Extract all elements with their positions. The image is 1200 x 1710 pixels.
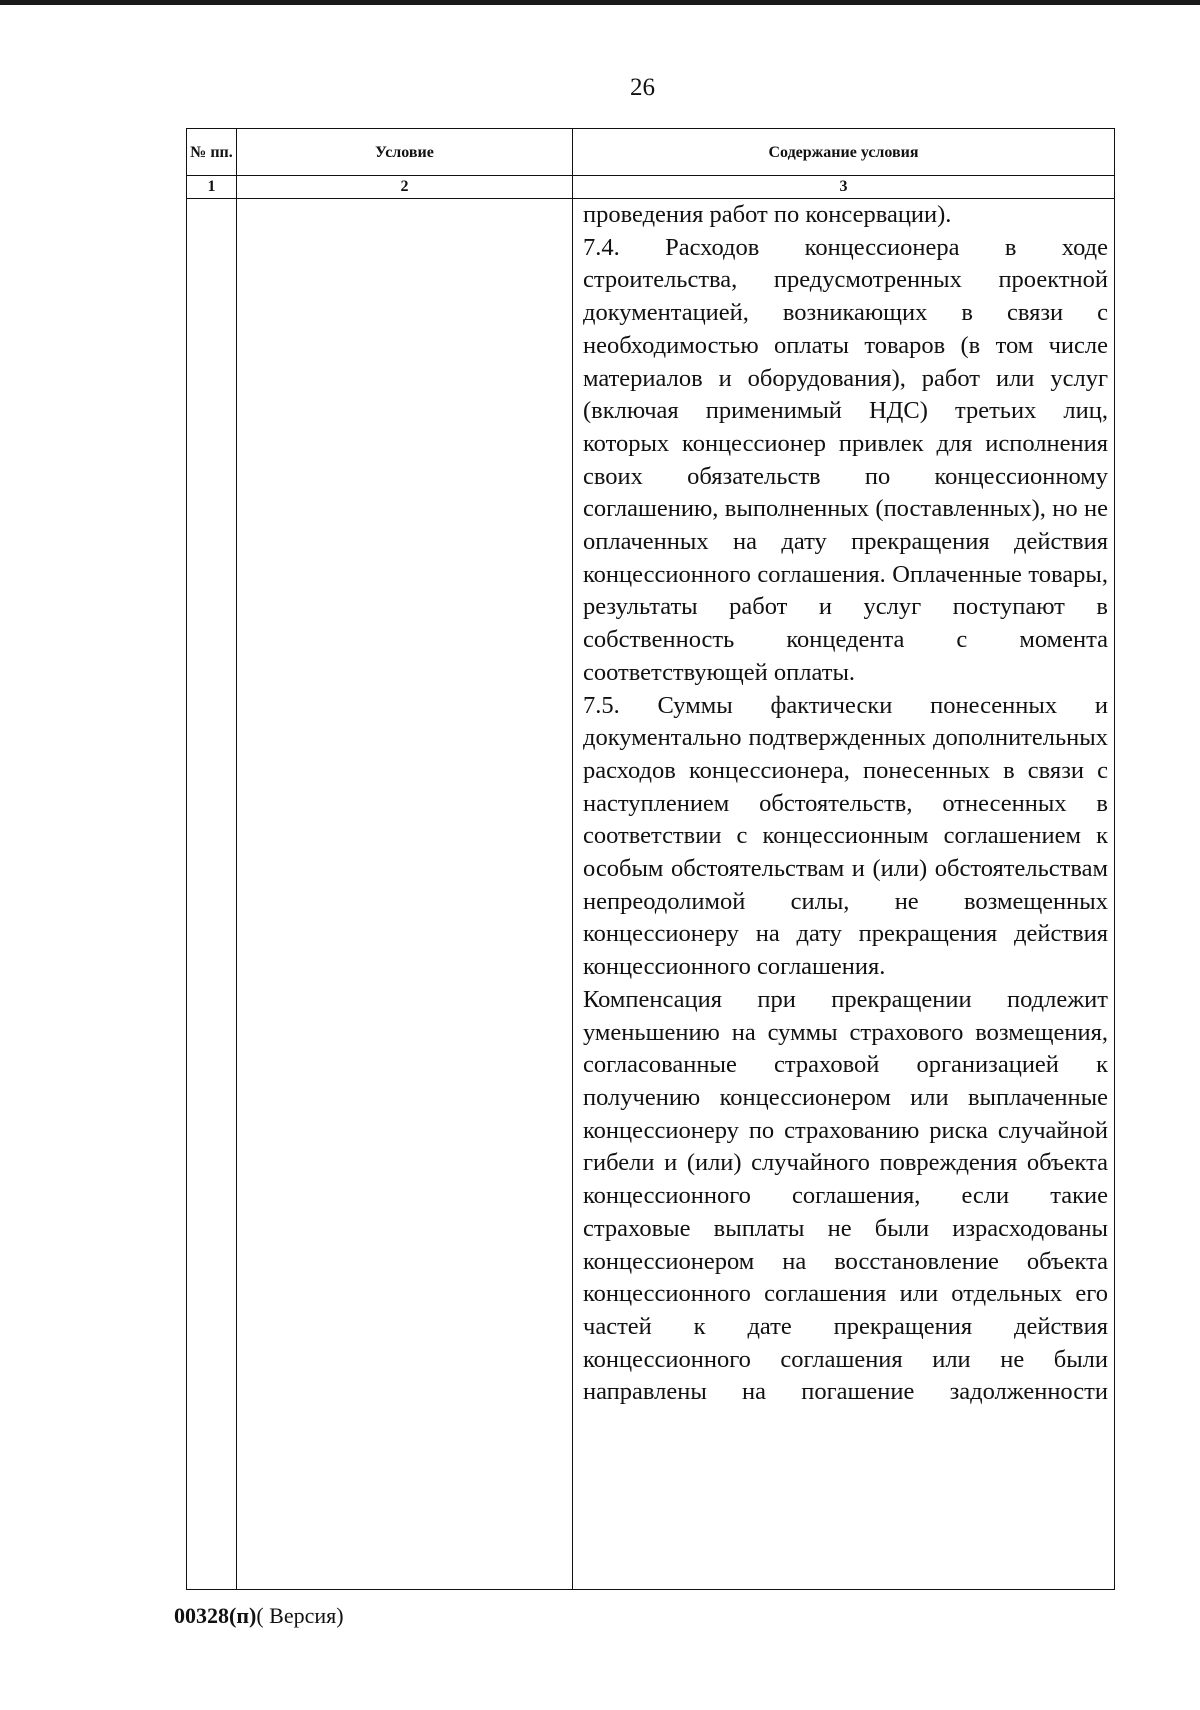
row-number-cell bbox=[187, 199, 237, 1590]
row-content-cell bbox=[573, 199, 1115, 1590]
row-condition-cell bbox=[237, 199, 573, 1590]
conditions-table bbox=[186, 128, 1115, 1590]
column-number-1: 1 bbox=[187, 176, 237, 199]
column-number-row bbox=[187, 176, 1115, 199]
column-number-3: 3 bbox=[573, 176, 1115, 199]
table-row bbox=[187, 199, 1115, 1590]
scan-top-edge bbox=[0, 0, 1200, 5]
content-paragraph: Компенсация при прекращении подлежит уменьшению на суммы страхового возмещения, согласованные страховой организацией к получению концессионером или выплаченные концессионеру по страхованию риска случайной гибели и (или) случайного повреждения объекта концессионного соглашения, если такие страховые выплаты не были израсходованы концессионером на восстановление объекта концессионного соглашения или отдельных его частей к дате прекращения действия концессионного соглашения или не были направлены на погашение задолженности bbox=[583, 985, 1108, 1406]
document-code: 00328(п) bbox=[174, 1603, 257, 1628]
content-paragraph: 7.4. Расходов концессионера в ходе строительства, предусмотренных проектной документацией, возникающих в связи с необходимостью оплаты товаров (в том числе материалов и оборудования), работ или услуг (включая применимый НДС) третьих лиц, которых концессионер привлек для исполнения своих обязательств по концессионному соглашению, выполненных (поставленных), но не оплаченных на дату прекращения действия концессионного соглашения. Оплаченные товары, результаты работ и услуг поступают в собственность концедента с момента соответствующей оплаты. bbox=[583, 233, 1108, 686]
column-number-2: 2 bbox=[237, 176, 573, 199]
header-number: № пп. bbox=[187, 129, 237, 176]
document-footer bbox=[174, 1603, 344, 1629]
content-paragraph: 7.5. Суммы фактически понесенных и документально подтвержденных дополнительных расходов концессионера, понесенных в связи с наступлением обстоятельств, отнесенных в соответствии с концессионным соглашением к особым обстоятельствам и (или) обстоятельствам непреодолимой силы, не возмещенных концессионеру на дату прекращения действия концессионного соглашения. bbox=[583, 691, 1108, 981]
content-paragraph: проведения работ по консервации). bbox=[583, 201, 952, 228]
document-version: ( Версия) bbox=[256, 1603, 344, 1628]
header-condition: Условие bbox=[237, 129, 573, 176]
header-condition-content: Содержание условия bbox=[573, 129, 1115, 176]
page-number: 26 bbox=[630, 74, 655, 101]
table-header-row bbox=[187, 129, 1115, 176]
